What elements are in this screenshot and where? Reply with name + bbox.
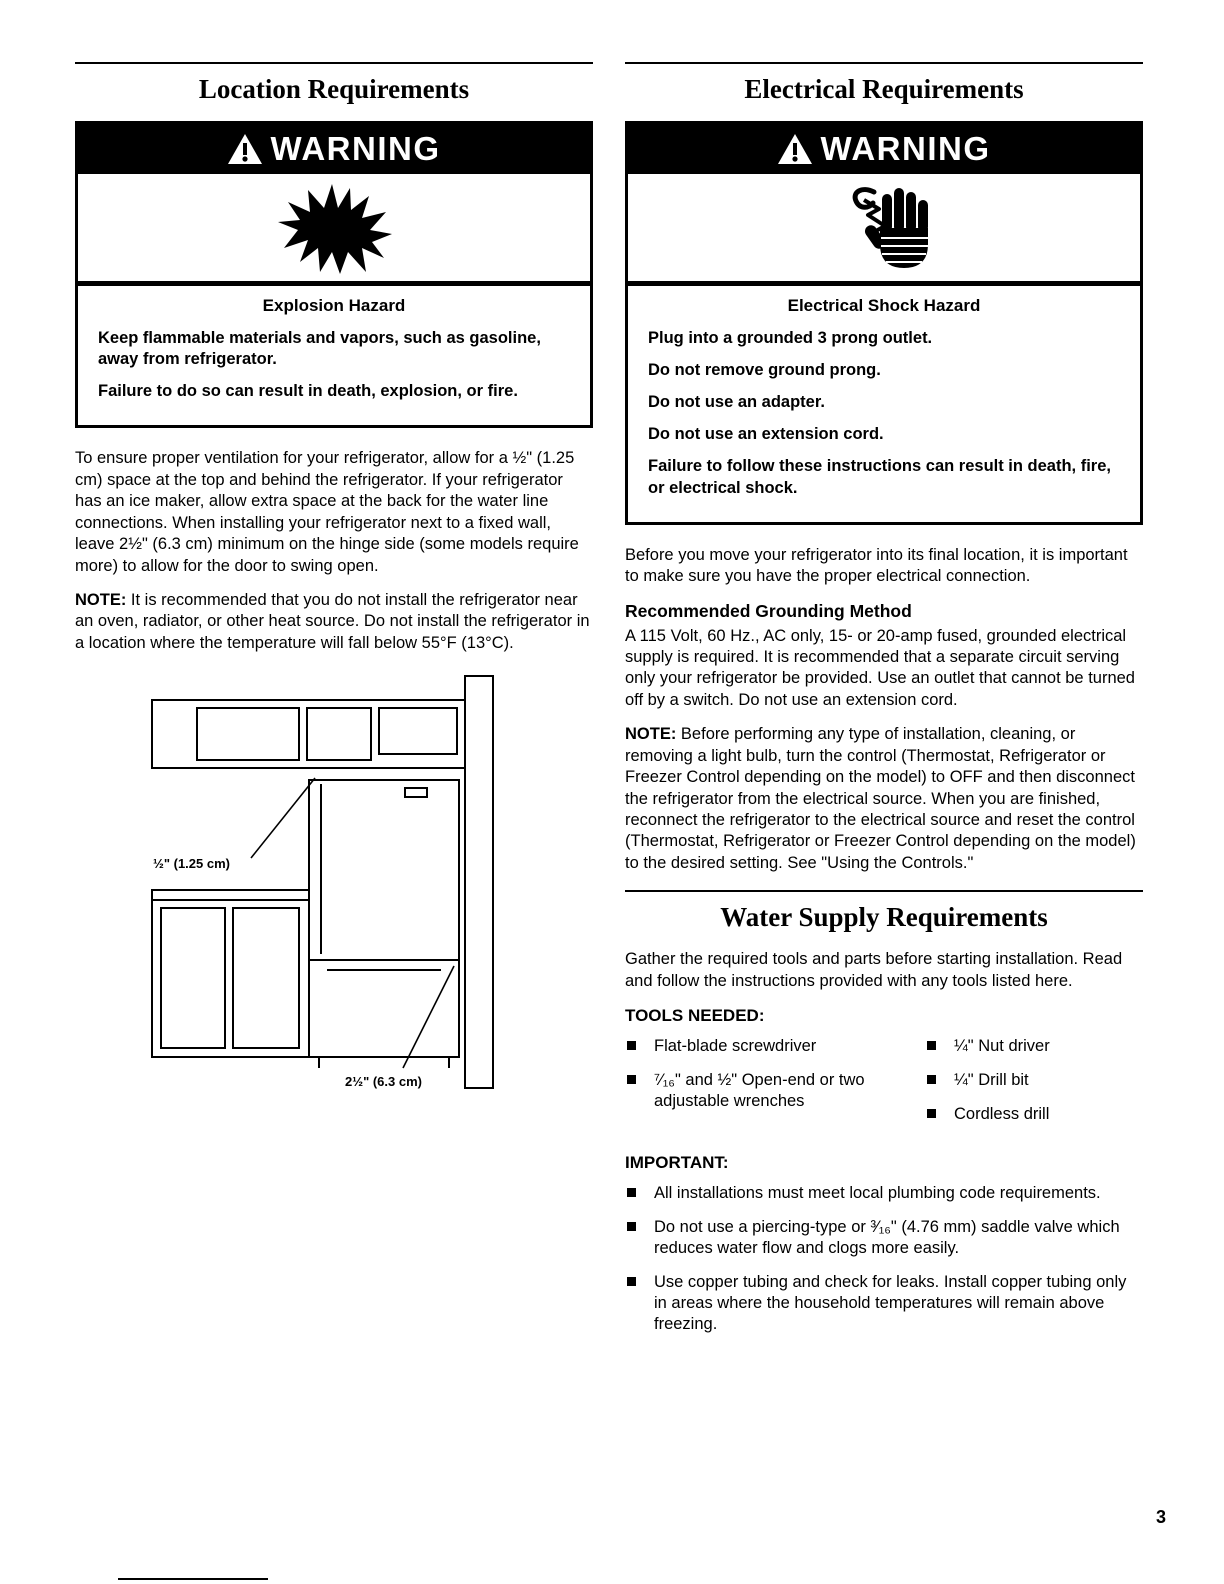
note-label: NOTE: [75,590,127,609]
ventilation-paragraph: To ensure proper ventilation for your refrigerator, allow for a ½" (1.25 cm) space at the top and behind the refrigerator. If your refrigerator has an ice maker, allow extra space at the back for the water line connections. When installing your refrigerator next to a fixed wall, leave 2½" (6.3 cm) minimum on the hinge side (some models require more) to allow for the door to swing open. [75,449,579,575]
explosion-warning-header [78,124,590,174]
electric-shock-icon-area [628,174,1140,286]
tools-column-right [925,1036,1143,1138]
square-bullet-icon [627,1041,636,1050]
grounding-method-heading: Recommended Grounding Method [625,600,912,621]
warning-line: Failure to do so can result in death, explosion, or fire. [98,382,518,401]
tool-item [625,1036,921,1057]
left-column [75,62,593,1094]
square-bullet-icon [627,1222,636,1231]
square-bullet-icon [627,1188,636,1197]
note-label: NOTE: [625,725,677,744]
note-text: Before performing any type of installation, cleaning, or removing a light bulb, turn the control (Thermostat, Refrigerator or Freezer Control depending on the model) to OFF and then disconnect the refrigerator from the electrical source. When you are finished, reconnect the refrigerator to the electrical source and reset the control (Thermostat, Refrigerator or Freezer Control depending on the model) to the desired setting. See "Using the Controls." [625,725,1136,872]
installation-clearance-diagram [147,672,593,1094]
left-column-rule [75,62,593,64]
warning-line: Do not remove ground prong. [648,361,881,380]
tool-item-label: ⁷⁄₁₆" and ½" Open-end or two adjustable wrenches [654,1071,865,1111]
square-bullet-icon [627,1277,636,1286]
clearance-label-bottom: 2½" (6.3 cm) [345,1074,422,1090]
hazard-title: Electrical Shock Hazard [787,296,981,315]
explosion-warning-box [75,121,593,428]
square-bullet-icon [627,1075,636,1084]
diagram-leader-top [251,778,315,858]
important-list [625,1183,1143,1336]
tool-item-label: ¼" Drill bit [954,1071,1029,1090]
note-text: It is recommended that you do not install the refrigerator near an oven, radiator, or other heat source. Do not install the refrigerator in a location where the temperature will fall below 55°F (13°C). [75,590,590,652]
electrical-requirements-title: Electrical Requirements [744,74,1024,104]
important-item-label: All installations must meet local plumbing code requirements. [654,1183,1101,1202]
electrical-intro-paragraph: Before you move your refrigerator into its final location, it is important to make sure you have the proper electrical connection. [625,545,1128,586]
location-note-paragraph [75,590,593,654]
important-item-label: Do not use a piercing-type or ³⁄₁₆" (4.76 mm) saddle valve which reduces water flow and clogs more easily. [654,1217,1120,1257]
water-supply-intro: Gather the required tools and parts before starting installation. Read and follow the instructions provided with any tools listed here. [625,950,1123,990]
square-bullet-icon [927,1109,936,1118]
warning-line: Plug into a grounded 3 prong outlet. [648,329,933,347]
tool-item [925,1036,1143,1057]
tools-needed-list [625,1036,1143,1138]
square-bullet-icon [927,1041,936,1050]
warning-header-label: WARNING [820,130,991,167]
electric-shock-icon [836,178,932,278]
warning-triangle-icon [778,134,812,164]
electrical-warning-body [628,286,1140,522]
clearance-label-top: ½" (1.25 cm) [153,856,230,872]
explosion-warning-body [78,286,590,425]
right-column-rule [625,62,1143,64]
diagram-upper-cabinets [152,700,465,768]
square-bullet-icon [927,1075,936,1084]
electrical-note-paragraph [625,724,1143,874]
grounding-method-paragraph: A 115 Volt, 60 Hz., AC only, 15- or 20-amp fused, grounded electrical supply is required. It is recommended that a separate circuit serving only your refrigerator be provided. Use an outlet that cannot be turned off by a switch. Do not use an extension cord. [625,626,1135,709]
warning-line: Do not use an extension cord. [648,425,884,444]
important-item-label: Use copper tubing and check for leaks. Install copper tubing only in areas where the household temperatures will remain above freezing. [654,1272,1127,1334]
tools-needed-heading: TOOLS NEEDED: [625,1006,765,1026]
footer-rule [118,1578,268,1580]
warning-header-label: WARNING [270,130,441,167]
warning-line: Failure to follow these instructions can result in death, fire, or electrical shock. [648,457,1111,497]
water-supply-rule [625,890,1143,892]
diagram-refrigerator [309,780,459,1057]
tool-item [925,1104,1143,1125]
tool-item [925,1070,1143,1091]
diagram-leader-bottom [403,966,454,1068]
right-column [625,62,1143,1348]
hazard-title: Explosion Hazard [262,296,406,315]
warning-line: Keep flammable materials and vapors, such as gasoline, away from refrigerator. [98,329,541,369]
tool-item-label: Flat-blade screwdriver [654,1037,817,1056]
important-item [625,1183,1143,1204]
page-number: 3 [1155,1507,1166,1527]
diagram-wall [465,676,493,1088]
tools-column-left [625,1036,921,1138]
tool-item-label: ¼" Nut driver [954,1037,1050,1056]
location-requirements-title: Location Requirements [198,74,470,104]
important-item [625,1272,1143,1335]
electrical-warning-box [625,121,1143,525]
electrical-warning-header [628,124,1140,174]
tool-item [625,1070,921,1112]
water-supply-title: Water Supply Requirements [720,902,1048,933]
tool-item-label: Cordless drill [954,1105,1050,1124]
explosion-icon-area [78,174,590,286]
warning-triangle-icon [228,134,262,164]
diagram-lower-cabinets [152,890,309,1057]
important-heading: IMPORTANT: [625,1152,729,1172]
explosion-icon [274,182,394,274]
important-item [625,1217,1143,1259]
warning-line: Do not use an adapter. [648,393,825,412]
